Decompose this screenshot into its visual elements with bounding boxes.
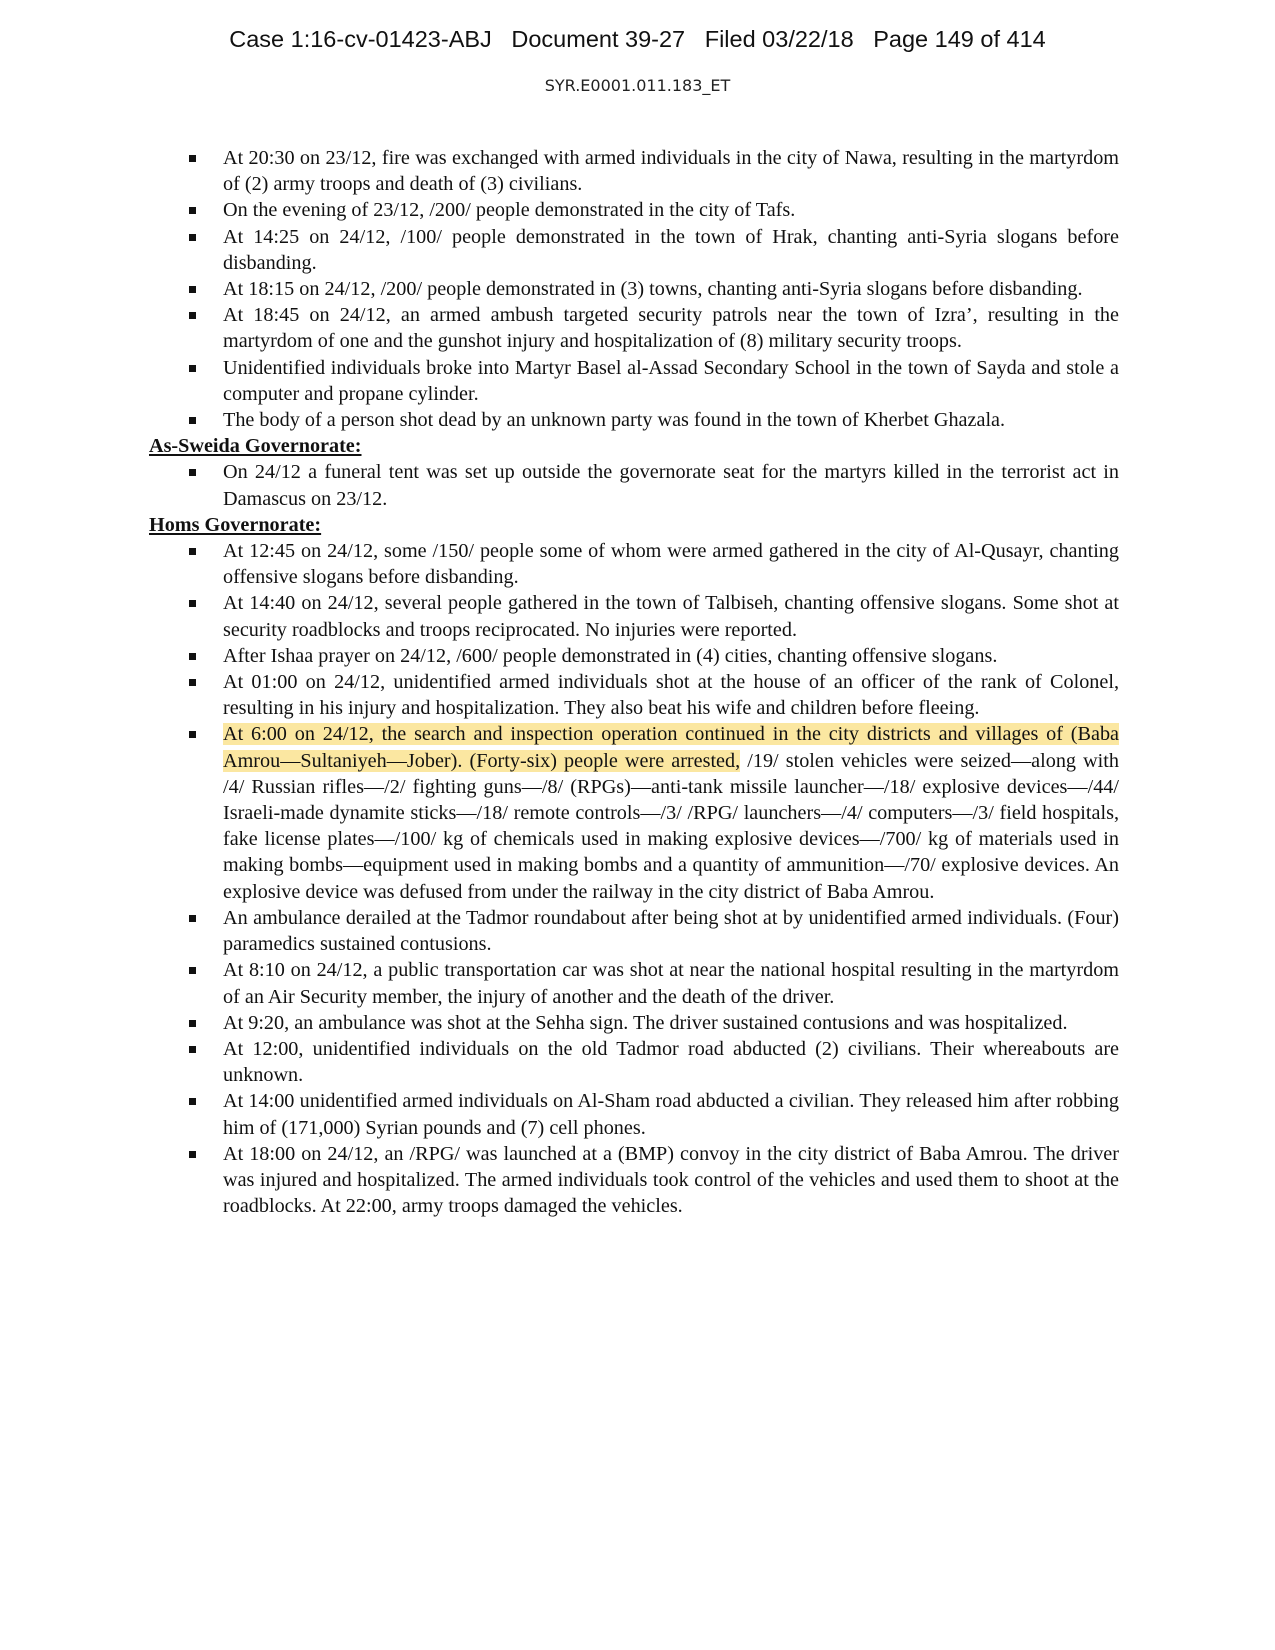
highlighted-text: At 6:00 on 24/12, the search and inspection operation continued in the city districts and villages of (Baba Amrou—Sultaniyeh—Jober). (Forty-six) people were arrested,: [223, 723, 1119, 772]
bullet-icon: [189, 417, 196, 424]
list-item: At 18:45 on 24/12, an armed ambush targeted security patrols near the town of Izra’, resulting in the martyrdom of one and the gunshot injury and hospitalization of (8) military security troops.: [149, 302, 1119, 354]
list-item: At 18:15 on 24/12, /200/ people demonstrated in (3) towns, chanting anti-Syria slogans before disbanding.: [149, 276, 1119, 302]
bullet-icon: [189, 1046, 196, 1053]
bullet-icon: [189, 469, 196, 476]
document-body: [149, 145, 1119, 1219]
bullet-icon: [189, 600, 196, 607]
bullet-icon: [189, 967, 196, 974]
list-item: At 8:10 on 24/12, a public transportation car was shot at near the national hospital resulting in the martyrdom of an Air Security member, the injury of another and the death of the driver.: [149, 957, 1119, 1009]
list-item: At 12:45 on 24/12, some /150/ people some of whom were armed gathered in the city of Al-Qusayr, chanting offensive slogans before disbanding.: [149, 538, 1119, 590]
list-item: At 20:30 on 23/12, fire was exchanged with armed individuals in the city of Nawa, resulting in the martyrdom of (2) army troops and death of (3) civilians.: [149, 145, 1119, 197]
bullet-icon: [189, 1098, 196, 1105]
list-item: At 01:00 on 24/12, unidentified armed individuals shot at the house of an officer of the rank of Colonel, resulting in his injury and hospitalization. They also beat his wife and children before fleeing.: [149, 669, 1119, 721]
list-item: At 14:25 on 24/12, /100/ people demonstrated in the town of Hrak, chanting anti-Syria slogans before disbanding.: [149, 224, 1119, 276]
bullet-icon: [189, 1020, 196, 1027]
bullet-icon: [189, 312, 196, 319]
list-item: The body of a person shot dead by an unknown party was found in the town of Kherbet Ghazala.: [149, 407, 1119, 433]
bullet-icon: [189, 207, 196, 214]
list-item: An ambulance derailed at the Tadmor roundabout after being shot at by unidentified armed individuals. (Four) paramedics sustained contusions.: [149, 905, 1119, 957]
homs-list: [149, 538, 1119, 1219]
intro-list: [149, 145, 1119, 433]
list-item: After Ishaa prayer on 24/12, /600/ people demonstrated in (4) cities, chanting offensive slogans.: [149, 643, 1119, 669]
bullet-icon: [189, 1151, 196, 1158]
bullet-icon: [189, 679, 196, 686]
section-heading-homs: Homs Governorate:: [149, 513, 322, 536]
list-item: Unidentified individuals broke into Martyr Basel al-Assad Secondary School in the town of Sayda and stole a computer and propane cylinder.: [149, 355, 1119, 407]
list-item: At 18:00 on 24/12, an /RPG/ was launched at a (BMP) convoy in the city district of Baba Amrou. The driver was injured and hospitalized. The armed individuals took control of the vehicles and used them to shoot at the roadblocks. At 22:00, army troops damaged the vehicles.: [149, 1141, 1119, 1220]
list-item: At 14:40 on 24/12, several people gathered in the town of Talbiseh, chanting offensive slogans. Some shot at security roadblocks and troops reciprocated. No injuries were reported.: [149, 590, 1119, 642]
bullet-icon: [189, 234, 196, 241]
bullet-icon: [189, 365, 196, 372]
bates-number: SYR.E0001.011.183_ET: [544, 76, 731, 95]
bullet-icon: [189, 286, 196, 293]
list-item: At 9:20, an ambulance was shot at the Sehha sign. The driver sustained contusions and was hospitalized.: [149, 1010, 1119, 1036]
section-heading-sweida: As-Sweida Governorate:: [149, 435, 362, 458]
list-item-highlighted: At 6:00 on 24/12, the search and inspection operation continued in the city districts and villages of (Baba Amrou—Sultaniyeh—Jober). (Forty-six) people were arrested, /19/ stolen vehicles were seized—along with /4/ Russian rifles—/2/ fighting guns—/8/ (RPGs)—anti-tank missile launcher—/18/ explosive devices—/44/ Israeli-made dynamite sticks—/18/ remote controls—/3/ /RPG/ launchers—/4/ computers—/3/ field hospitals, fake license plates—/100/ kg of chemicals used in making explosive devices—/700/ kg of materials used in making bombs—equipment used in making bombs and a quantity of ammunition—/70/ explosive devices. An explosive device was defused from under the railway in the city district of Baba Amrou.: [149, 721, 1119, 904]
list-item: At 14:00 unidentified armed individuals on Al-Sham road abducted a civilian. They released him after robbing him of (171,000) Syrian pounds and (7) cell phones.: [149, 1088, 1119, 1140]
case-header: Case 1:16-cv-01423-ABJ Document 39-27 Filed 03/22/18 Page 149 of 414: [229, 26, 1046, 52]
bullet-icon: [189, 653, 196, 660]
bullet-icon: [189, 548, 196, 555]
bullet-icon: [189, 155, 196, 162]
list-item: On the evening of 23/12, /200/ people demonstrated in the city of Tafs.: [149, 197, 1119, 223]
list-item: On 24/12 a funeral tent was set up outside the governorate seat for the martyrs killed in the terrorist act in Damascus on 23/12.: [149, 459, 1119, 511]
sweida-list: [149, 459, 1119, 511]
bullet-icon: [189, 731, 196, 738]
bullet-icon: [189, 915, 196, 922]
list-item: At 12:00, unidentified individuals on the old Tadmor road abducted (2) civilians. Their whereabouts are unknown.: [149, 1036, 1119, 1088]
